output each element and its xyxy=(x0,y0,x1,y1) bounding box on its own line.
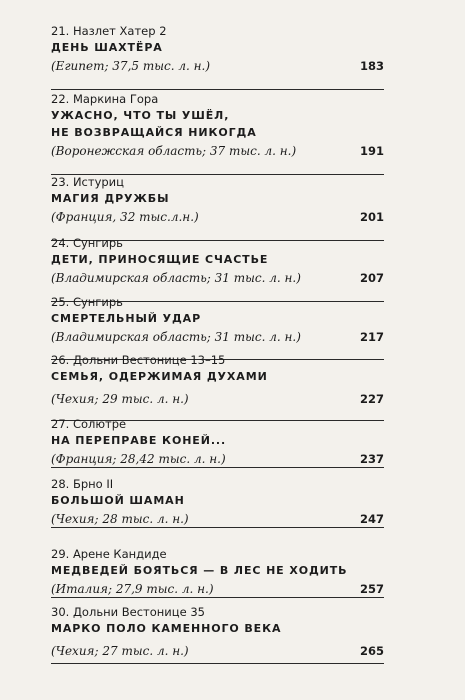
entry-title: МЕДВЕДЕЙ БОЯТЬСЯ — В ЛЕС НЕ ХОДИТЬ xyxy=(51,564,348,577)
entry-subtitle-line xyxy=(51,391,384,408)
divider xyxy=(51,89,384,90)
entry-subtitle: (Италия; 27,9 тыс. л. н.) xyxy=(51,582,214,596)
divider xyxy=(51,527,384,528)
entry-subtitle: (Франция; 28,42 тыс. л. н.) xyxy=(51,452,226,466)
page-number: 237 xyxy=(359,452,384,466)
entry-title-line-2: НЕ ВОЗВРАЩАЙСЯ НИКОГДА xyxy=(51,126,257,139)
page-number: 183 xyxy=(359,59,384,73)
entry-subtitle: (Владимирская область; 31 тыс. л. н.) xyxy=(51,330,301,344)
entry-heading: 30. Дольни Вестонице 35 xyxy=(51,605,205,619)
entry-subtitle: (Чехия; 27 тыс. л. н.) xyxy=(51,644,189,658)
entry-title: СМЕРТЕЛЬНЫЙ УДАР xyxy=(51,312,202,325)
toc-entry xyxy=(51,92,384,160)
entry-heading: 24. Сунгирь xyxy=(51,236,123,250)
entry-title: БОЛЬШОЙ ШАМАН xyxy=(51,494,185,507)
entry-heading: 27. Солютре xyxy=(51,417,127,431)
toc-entry xyxy=(51,417,384,468)
entry-subtitle-line xyxy=(51,511,384,528)
entry-subtitle: (Владимирская область; 31 тыс. л. н.) xyxy=(51,271,301,285)
entry-title: МАГИЯ ДРУЖБЫ xyxy=(51,192,170,205)
entry-heading: 23. Истуриц xyxy=(51,175,124,189)
divider xyxy=(51,467,384,468)
entry-heading: 29. Арене Кандиде xyxy=(51,547,167,561)
entry-subtitle-line xyxy=(51,58,384,75)
divider xyxy=(51,597,384,598)
entry-subtitle: (Чехия; 28 тыс. л. н.) xyxy=(51,512,189,526)
entry-subtitle-line xyxy=(51,329,384,346)
toc-entry xyxy=(51,24,384,75)
toc-entry xyxy=(51,175,384,226)
entry-title: УЖАСНО, ЧТО ТЫ УШЁЛ, xyxy=(51,109,230,122)
entry-title: СЕМЬЯ, ОДЕРЖИМАЯ ДУХАМИ xyxy=(51,370,268,383)
entry-subtitle: (Египет; 37,5 тыс. л. н.) xyxy=(51,59,211,73)
entry-heading: 28. Брно II xyxy=(51,477,114,491)
divider xyxy=(51,663,384,664)
page-number: 201 xyxy=(359,210,384,224)
entry-title: ДЕНЬ ШАХТЁРА xyxy=(51,41,163,54)
entry-title: МАРКО ПОЛО КАМЕННОГО ВЕКА xyxy=(51,622,282,635)
entry-subtitle-line xyxy=(51,209,384,226)
entry-subtitle: (Чехия; 29 тыс. л. н.) xyxy=(51,392,189,406)
page-number: 247 xyxy=(359,512,384,526)
toc-entry xyxy=(51,353,384,408)
entry-heading: 21. Назлет Хатер 2 xyxy=(51,24,167,38)
entry-heading: 25. Сунгирь xyxy=(51,295,123,309)
page-number: 191 xyxy=(359,144,384,158)
entry-title: НА ПЕРЕПРАВЕ КОНЕЙ... xyxy=(51,434,227,447)
page-number: 257 xyxy=(359,582,384,596)
page-number: 265 xyxy=(359,644,384,658)
toc-entry xyxy=(51,295,384,346)
page-number: 207 xyxy=(359,271,384,285)
entry-heading: 22. Маркина Гора xyxy=(51,92,159,106)
toc-entry xyxy=(51,547,384,598)
entry-subtitle-line xyxy=(51,143,384,160)
entry-subtitle-line xyxy=(51,451,384,468)
entry-heading: 26. Дольни Вестонице 13–15 xyxy=(51,353,226,367)
entry-subtitle-line xyxy=(51,643,384,660)
page-number: 217 xyxy=(359,330,384,344)
toc-entry xyxy=(51,477,384,528)
entry-title: ДЕТИ, ПРИНОСЯЩИЕ СЧАСТЬЕ xyxy=(51,253,269,266)
entry-subtitle: (Франция, 32 тыс.л.н.) xyxy=(51,210,199,224)
toc-entry xyxy=(51,236,384,287)
page-number: 227 xyxy=(359,392,384,406)
entry-subtitle: (Воронежская область; 37 тыс. л. н.) xyxy=(51,144,297,158)
toc-entry xyxy=(51,605,384,660)
entry-subtitle-line xyxy=(51,270,384,287)
entry-subtitle-line xyxy=(51,581,384,598)
